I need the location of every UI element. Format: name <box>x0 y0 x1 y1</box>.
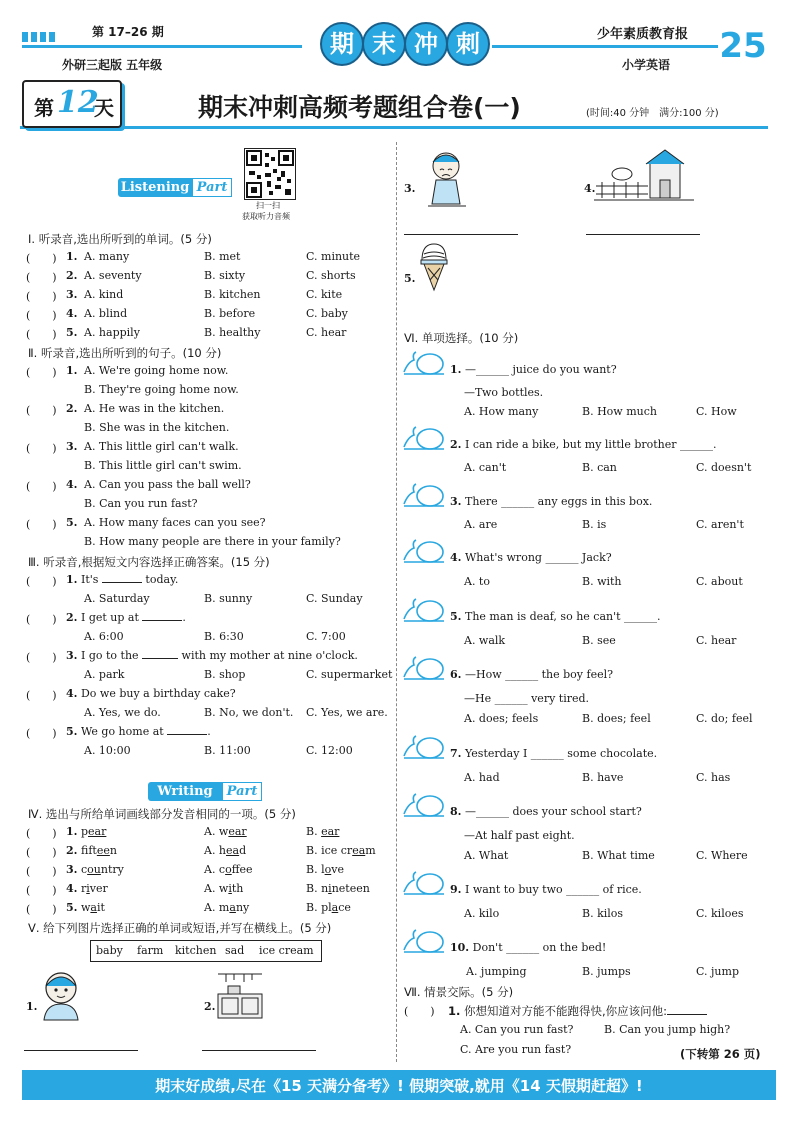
word-bank-item: ice cream <box>259 944 314 957</box>
picture-number: 4. <box>584 182 596 195</box>
answer-bracket[interactable]: ( ) <box>26 846 57 859</box>
snail-bracket-icon[interactable] <box>402 928 446 954</box>
answer-line[interactable] <box>586 234 700 235</box>
sad-girl-illustration <box>418 148 474 210</box>
question-number: 3. <box>66 440 78 453</box>
question-stem: 1. It's today. <box>66 573 179 586</box>
banner-char: 期 <box>320 22 364 66</box>
option-b: B. ear <box>306 825 340 838</box>
option-b: B. Can you run fast? <box>84 497 198 510</box>
writing-part-label <box>148 782 260 801</box>
section-1-heading: Ⅰ. 听录音,选出所听到的单词。(5 分) <box>28 232 212 246</box>
option-c: C. Yes, we are. <box>306 706 388 719</box>
option-b: B. place <box>306 901 351 914</box>
target-word: 5. wait <box>66 901 105 914</box>
option-a: A. with <box>204 882 244 895</box>
banner-char: 冲 <box>404 22 448 66</box>
question-stem: 7. Yesterday I ______ some chocolate. <box>450 747 658 760</box>
option-a: A. 10:00 <box>84 744 131 757</box>
section-3-heading: Ⅲ. 听录音,根据短文内容选择正确答案。(15 分) <box>28 555 270 569</box>
option-b: B. jumps <box>582 965 631 978</box>
option-a: A. does; feels <box>464 712 539 725</box>
picture-number: 1. <box>26 1000 38 1013</box>
answer-bracket[interactable]: ( ) <box>26 903 57 916</box>
answer-bracket[interactable]: ( ) <box>26 328 57 341</box>
qr-caption-1: 扫一扫 <box>256 201 280 210</box>
option-a: A. kind <box>84 288 124 301</box>
option-c: C. How <box>696 405 737 418</box>
answer-bracket[interactable]: ( ) <box>26 442 57 455</box>
listening-label-text: Listening <box>118 178 192 197</box>
option-b: B. ice cream <box>306 844 376 857</box>
picture-number: 2. <box>204 1000 216 1013</box>
option-a: A. jumping <box>466 965 527 978</box>
option-b: B. No, we don't. <box>204 706 294 719</box>
word-bank-item: kitchen <box>175 944 217 957</box>
option-a: A. many <box>204 901 250 914</box>
question-stem: 5. We go home at . <box>66 725 211 738</box>
option-b: B. met <box>204 250 241 263</box>
answer-bracket[interactable]: ( ) <box>26 271 57 284</box>
option-c: C. shorts <box>306 269 356 282</box>
option-b: B. can <box>582 461 617 474</box>
option-a: A. many <box>84 250 130 263</box>
snail-bracket-icon[interactable] <box>402 870 446 896</box>
option-b: B. see <box>582 634 616 647</box>
option-c: C. 7:00 <box>306 630 346 643</box>
target-word: 4. river <box>66 882 108 895</box>
newspaper-name: 少年素质教育报 <box>597 27 689 42</box>
snail-bracket-icon[interactable] <box>402 482 446 508</box>
snail-bracket-icon[interactable] <box>402 792 446 818</box>
question-stem: 9. I want to buy two ______ of rice. <box>450 883 642 896</box>
answer-line[interactable] <box>404 234 518 235</box>
part-label-text: Part <box>192 178 232 197</box>
option-c: C. minute <box>306 250 361 263</box>
snail-bracket-icon[interactable] <box>402 597 446 623</box>
day-suffix: 天 <box>94 96 114 120</box>
option-c: C. Where <box>696 849 748 862</box>
option-b: B. before <box>204 307 256 320</box>
question-number: 1. <box>66 250 78 263</box>
answer-bracket[interactable]: ( ) <box>26 575 57 588</box>
option-b: B. sixty <box>204 269 246 282</box>
option-a: A. park <box>84 668 125 681</box>
question-number: 4. <box>66 307 78 320</box>
part-label-text: Part <box>222 782 262 801</box>
farm-illustration <box>594 148 694 204</box>
option-c: C. do; feel <box>696 712 753 725</box>
ice-cream-illustration <box>418 240 450 292</box>
option-b: B. have <box>582 771 624 784</box>
question-number: 2. <box>66 269 78 282</box>
target-word: 3. country <box>66 863 124 876</box>
option-b: B. 11:00 <box>204 744 251 757</box>
answer-bracket[interactable]: ( ) <box>26 290 57 303</box>
option-a: A. This little girl can't walk. <box>84 440 239 453</box>
word-bank-item: farm <box>137 944 164 957</box>
page-title: 期末冲刺高频考题组合卷(一) <box>198 93 521 122</box>
option-a: A. What <box>464 849 509 862</box>
answer-line[interactable] <box>24 1050 138 1051</box>
question-reply: —At half past eight. <box>464 829 575 842</box>
header-rule-left <box>22 45 302 48</box>
option-b: B. healthy <box>204 326 261 339</box>
question-stem: 10. Don't ______ on the bed! <box>450 941 607 954</box>
page-number: 25 <box>719 26 767 66</box>
option-a: A. He was in the kitchen. <box>84 402 225 415</box>
option-a: A. Can you run fast? <box>460 1023 574 1036</box>
day-number: 12 <box>57 85 99 120</box>
answer-bracket[interactable]: ( ) <box>26 613 57 626</box>
question-stem: 5. The man is deaf, so he can't ______. <box>450 610 661 623</box>
option-a: A. head <box>204 844 247 857</box>
option-a: A. We're going home now. <box>84 364 229 377</box>
answer-line[interactable] <box>202 1050 316 1051</box>
option-b: B. What time <box>582 849 655 862</box>
snail-bracket-icon[interactable] <box>402 655 446 681</box>
snail-bracket-icon[interactable] <box>402 734 446 760</box>
answer-bracket[interactable]: ( ) <box>26 827 57 840</box>
answer-bracket[interactable]: ( ) <box>26 366 57 379</box>
word-bank-item: sad <box>225 944 245 957</box>
option-b: B. 6:30 <box>204 630 244 643</box>
answer-bracket[interactable]: ( ) <box>26 727 57 740</box>
snail-bracket-icon[interactable] <box>402 425 446 451</box>
option-a: A. wear <box>204 825 247 838</box>
picture-number: 3. <box>404 182 416 195</box>
option-b: B. is <box>582 518 607 531</box>
word-bank <box>90 940 322 962</box>
target-word: 1. pear <box>66 825 107 838</box>
question-stem: 1. —______ juice do you want? <box>450 363 617 376</box>
answer-bracket[interactable]: ( ) <box>26 884 57 897</box>
option-b: B. nineteen <box>306 882 370 895</box>
option-a: A. Can you pass the ball well? <box>84 478 251 491</box>
option-b: B. kilos <box>582 907 624 920</box>
option-c: C. kiloes <box>696 907 744 920</box>
option-c: C. aren't <box>696 518 744 531</box>
question-number: 5. <box>66 326 78 339</box>
option-a: A. Yes, we do. <box>84 706 161 719</box>
option-c: C. Sunday <box>306 592 363 605</box>
page-header <box>22 18 782 72</box>
option-c: C. doesn't <box>696 461 752 474</box>
column-divider <box>396 142 397 1062</box>
option-b: B. How many people are there in your family? <box>84 535 341 548</box>
answer-bracket[interactable]: ( ) <box>26 518 57 531</box>
answer-bracket[interactable]: ( ) <box>404 1005 435 1018</box>
option-b: B. kitchen <box>204 288 261 301</box>
listening-part-label <box>118 178 230 197</box>
option-b: B. They're going home now. <box>84 383 239 396</box>
day-prefix: 第 <box>34 96 54 120</box>
exam-info: (时间:40 分钟 满分:100 分) <box>586 108 719 119</box>
answer-bracket[interactable]: ( ) <box>26 689 57 702</box>
qr-code[interactable] <box>244 148 296 200</box>
option-a: A. How many faces can you see? <box>84 516 266 529</box>
section-4-heading: Ⅳ. 选出与所给单词画线部分发音相同的一项。(5 分) <box>28 807 296 821</box>
qr-caption-2: 获取听力音频 <box>242 212 290 221</box>
footer-text: 期末好成绩,尽在《15 天满分备考》! 假期突破,就用《14 天假期赶超》! <box>155 1077 643 1095</box>
option-c: C. Are you run fast? <box>460 1043 572 1056</box>
day-badge <box>22 80 122 128</box>
question-number: 4. <box>66 478 78 491</box>
answer-bracket[interactable]: ( ) <box>26 404 57 417</box>
question-number: 2. <box>66 402 78 415</box>
option-a: A. kilo <box>464 907 500 920</box>
section-6-heading: Ⅵ. 单项选择。(10 分) <box>404 331 519 345</box>
question-stem: 3. There ______ any eggs in this box. <box>450 495 653 508</box>
question-stem: 2. I can ride a bike, but my little brother ______. <box>450 438 717 451</box>
question-stem: 4. What's wrong ______ Jack? <box>450 551 612 564</box>
option-a: A. are <box>464 518 498 531</box>
option-c: C. jump <box>696 965 739 978</box>
option-b: B. How much <box>582 405 657 418</box>
picture-number: 5. <box>404 272 416 285</box>
option-b: B. She was in the kitchen. <box>84 421 230 434</box>
snail-bracket-icon[interactable] <box>402 350 446 376</box>
snail-bracket-icon[interactable] <box>402 538 446 564</box>
kitchen-illustration <box>214 968 266 1020</box>
question-reply: —He ______ very tired. <box>464 692 590 705</box>
question-stem: 3. I go to the with my mother at nine o'clock. <box>66 649 358 662</box>
option-c: C. 12:00 <box>306 744 353 757</box>
stripe-decoration <box>22 32 84 42</box>
banner-char: 刺 <box>446 22 490 66</box>
option-b: B. does; feel <box>582 712 651 725</box>
option-b: B. This little girl can't swim. <box>84 459 242 472</box>
footer-banner <box>22 1070 776 1100</box>
question-reply: —Two bottles. <box>464 386 544 399</box>
option-b: B. love <box>306 863 344 876</box>
option-a: A. 6:00 <box>84 630 124 643</box>
continued-note: (下转第 26 页) <box>680 1047 761 1061</box>
banner-char: 末 <box>362 22 406 66</box>
question-number: 5. <box>66 516 78 529</box>
option-c: C. kite <box>306 288 343 301</box>
answer-bracket[interactable]: ( ) <box>26 865 57 878</box>
question-stem: 2. I get up at . <box>66 611 186 624</box>
edition: 外研三起版 五年级 <box>62 58 163 72</box>
banner-title <box>320 20 490 66</box>
baby-illustration <box>36 968 86 1022</box>
option-b: B. Can you jump high? <box>604 1023 731 1036</box>
answer-bracket[interactable]: ( ) <box>26 309 57 322</box>
option-a: A. had <box>464 771 500 784</box>
word-bank-item: baby <box>96 944 123 957</box>
option-a: A. How many <box>464 405 539 418</box>
option-a: A. to <box>464 575 490 588</box>
answer-bracket[interactable]: ( ) <box>26 480 57 493</box>
option-a: A. coffee <box>204 863 253 876</box>
writing-label-text: Writing <box>148 782 222 801</box>
option-a: A. seventy <box>84 269 142 282</box>
question-stem: 6. —How ______ the boy feel? <box>450 668 614 681</box>
option-c: C. hear <box>696 634 737 647</box>
question-number: 1. <box>66 364 78 377</box>
section-2-heading: Ⅱ. 听录音,选出所听到的句子。(10 分) <box>28 346 222 360</box>
option-b: B. shop <box>204 668 246 681</box>
option-c: C. has <box>696 771 731 784</box>
target-word: 2. fifteen <box>66 844 117 857</box>
question-stem: 4. Do we buy a birthday cake? <box>66 687 236 700</box>
option-b: B. with <box>582 575 622 588</box>
option-c: C. baby <box>306 307 348 320</box>
section-7-heading: Ⅶ. 情景交际。(5 分) <box>404 985 514 999</box>
option-c: C. hear <box>306 326 347 339</box>
question-stem: 8. —______ does your school start? <box>450 805 642 818</box>
question-stem: 1. 你想知道对方能不能跑得快,你应该问他: <box>448 1003 707 1019</box>
option-b: B. sunny <box>204 592 253 605</box>
option-c: C. supermarket <box>306 668 393 681</box>
option-a: A. walk <box>464 634 506 647</box>
option-a: A. can't <box>464 461 507 474</box>
issue-number: 第 17–26 期 <box>92 25 164 39</box>
answer-bracket[interactable]: ( ) <box>26 651 57 664</box>
question-number: 3. <box>66 288 78 301</box>
option-a: A. happily <box>84 326 140 339</box>
option-a: A. blind <box>84 307 128 320</box>
subject: 小学英语 <box>622 58 671 72</box>
header-rule-right <box>492 45 718 48</box>
option-c: C. about <box>696 575 743 588</box>
answer-bracket[interactable]: ( ) <box>26 252 57 265</box>
option-a: A. Saturday <box>84 592 150 605</box>
section-5-heading: Ⅴ. 给下列图片选择正确的单词或短语,并写在横线上。(5 分) <box>28 921 332 935</box>
